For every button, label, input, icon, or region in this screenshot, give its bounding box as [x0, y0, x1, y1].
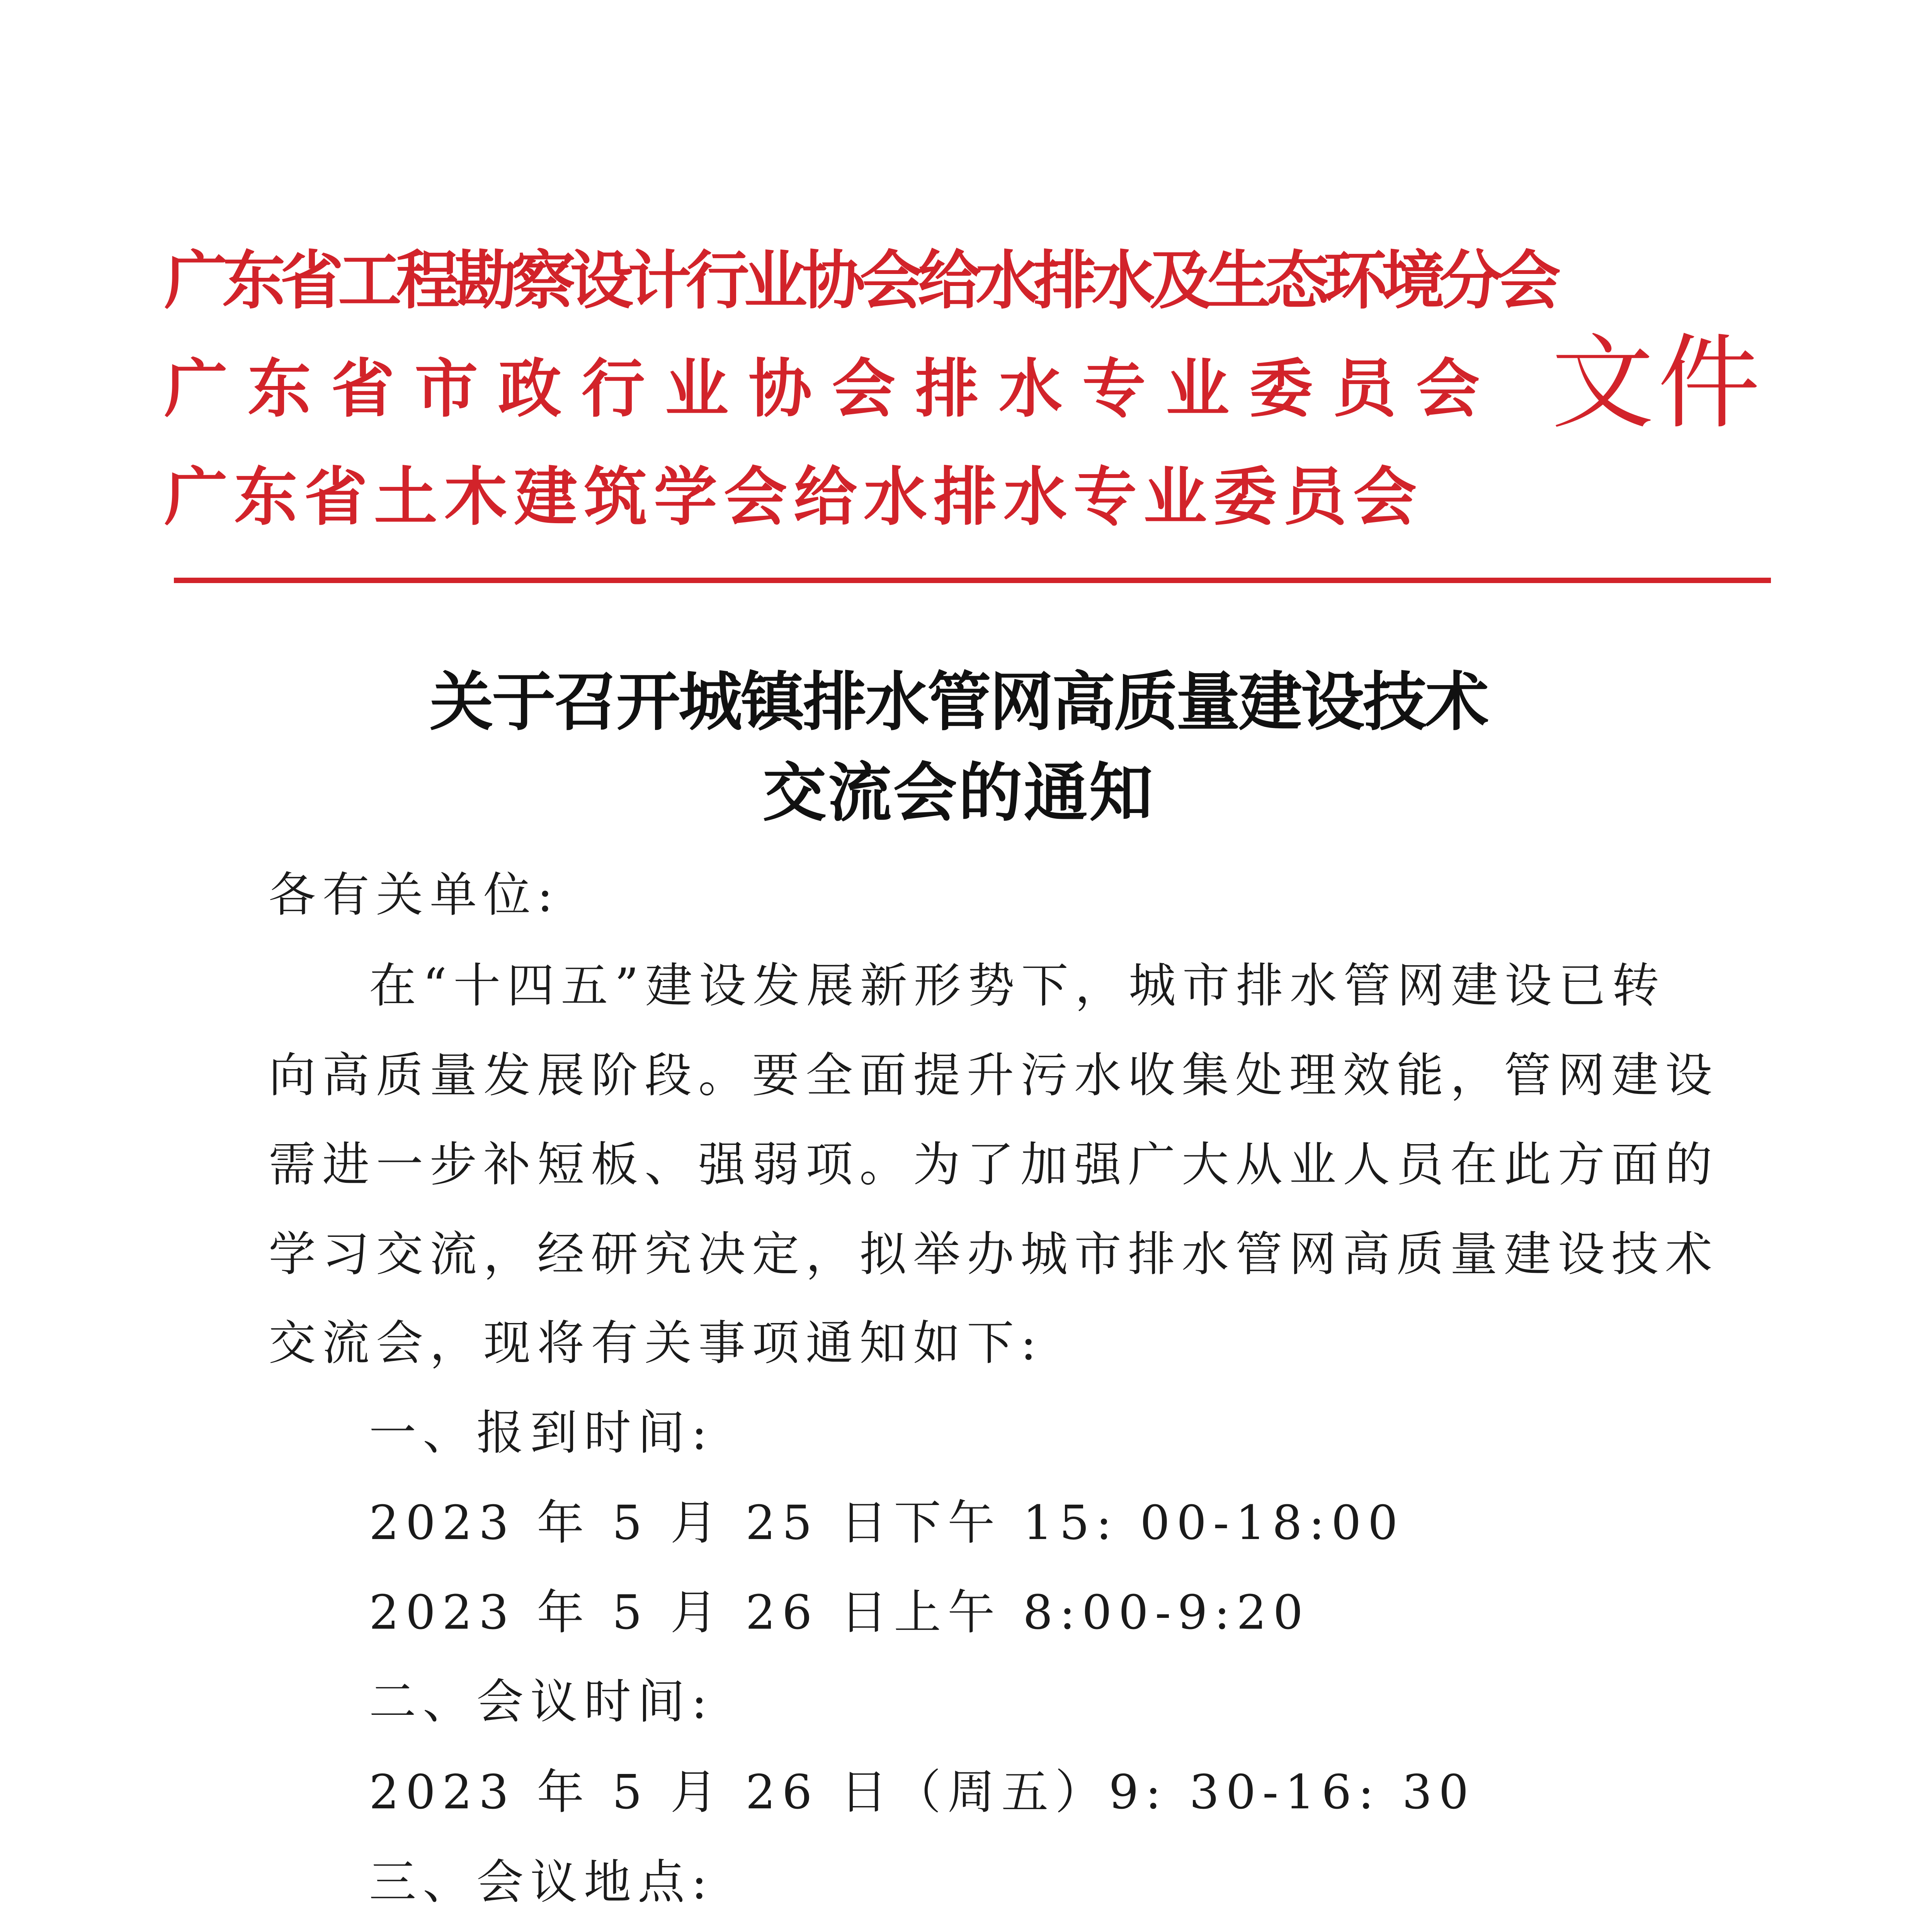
intro-line-1: 在“十四五”建设发展新形势下，城市排水管网建设已转 [369, 958, 1666, 1013]
intro-line-4: 学习交流，经研究决定，拟举办城市排水管网高质量建设技术 [269, 1227, 1719, 1282]
document-type-label: 文件 [1551, 324, 1764, 443]
salutation: 各有关单位: [269, 867, 560, 922]
checkin-time-1: 2023 年 5 月 25 日下午 15: 00-18:00 [369, 1495, 1405, 1550]
notice-title-line-2: 交流会的通知 [762, 756, 1155, 830]
issuer-name-3: 广东省土木建筑学会给水排水专业委员会 [164, 460, 1424, 534]
checkin-time-2: 2023 年 5 月 26 日上午 8:00-9:20 [369, 1585, 1310, 1640]
section-heading-venue: 三、会议地点: [369, 1855, 714, 1910]
issuer-name-2: 广东省市政行业协会排水专业委员会 [164, 352, 1500, 426]
section-heading-meeting-time: 二、会议时间: [369, 1674, 714, 1729]
section-heading-checkin: 一、报到时间: [369, 1405, 714, 1460]
intro-line-2: 向高质量发展阶段。要全面提升污水收集处理效能，管网建设 [269, 1048, 1719, 1103]
meeting-time: 2023 年 5 月 26 日（周五）9: 30-16: 30 [369, 1765, 1475, 1820]
issuer-name-1: 广东省工程勘察设计行业协会给水排水及生态环境分会 [164, 244, 1556, 318]
notice-title-line-1: 关于召开城镇排水管网高质量建设技术 [430, 665, 1487, 739]
intro-line-3: 需进一步补短板、强弱项。为了加强广大从业人员在此方面的 [269, 1137, 1719, 1192]
intro-line-5: 交流会，现将有关事项通知如下: [269, 1316, 1043, 1371]
